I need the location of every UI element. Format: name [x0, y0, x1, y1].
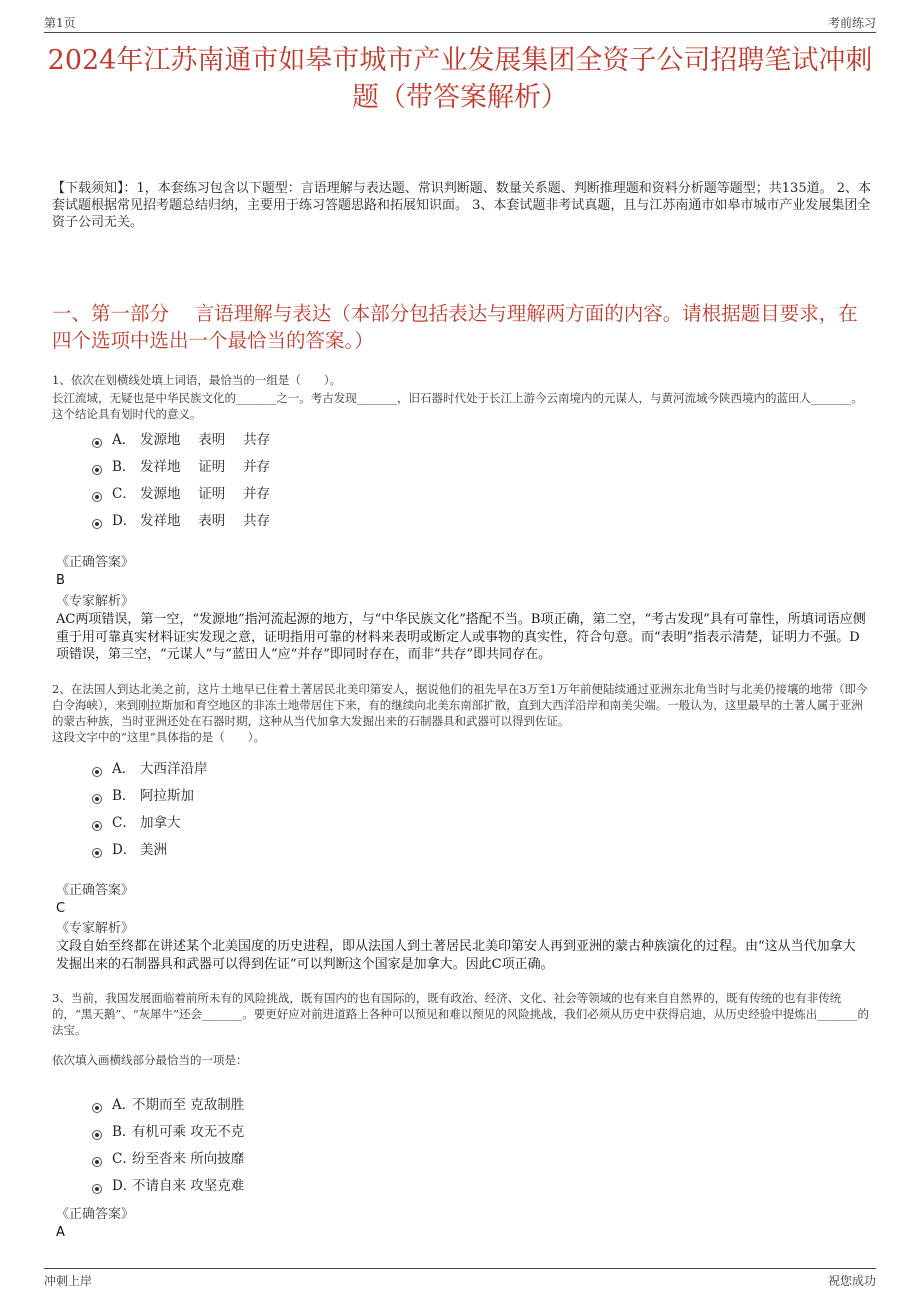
answer-label: 《正确答案》 [56, 1207, 135, 1222]
answer-value: C [56, 901, 66, 916]
option-d[interactable]: D． 美洲 [92, 837, 208, 864]
question-3-stem: 3、当前，我国发展面临着前所未有的风险挑战，既有国内的也有国际的，既有政治、经济、文化、社会等领域的也有来自自然界的，既有传统的也有非传统的，“黑天鹅”、“灰犀牛”还会_______。要更好应对前进道路上各种可以预见和难以预见的风险挑战，我们必须从历史中获得启迪，从历史经验中提炼出_______的法宝。 [52, 991, 870, 1037]
answer-label: 《正确答案》 [56, 883, 135, 898]
question-1-stem: 1、依次在划横线处填上词语，最恰当的一组是（ ）。 [52, 373, 342, 387]
page-header [44, 14, 876, 33]
option-a[interactable]: A． 不期而至 克敌制胜 [92, 1092, 244, 1119]
option-c[interactable]: C． 加拿大 [92, 810, 208, 837]
expert-label: 《专家解析》 [56, 921, 135, 936]
question-2-stem: 2、在法国人到达北美之前，这片土地早已住着土著居民北美印第安人，据说他们的祖先早在3万至1万年前便陆续通过亚洲东北角当时与北美仍接壤的地带（即今白令海峡），来到刚拉斯加和育空地区的非冻土地带居住下来，有的继续向北美东南部扩散，直到大西洋沿岸和南美尖端。一般认为，这里最早的土著人属于亚洲的蒙古种族，当时亚洲还处在石器时期，这种从当代加拿大发掘出来的石制器具和武器可以得到佐证。 [52, 682, 868, 728]
option-c[interactable]: C． 纷至沓来 所向披靡 [92, 1146, 244, 1173]
question-2-options [92, 756, 208, 864]
option-d[interactable]: D． 发祥地 表明 共存 [92, 508, 270, 535]
answer-label: 《正确答案》 [56, 555, 135, 570]
option-a[interactable]: A． 发源地 表明 共存 [92, 427, 270, 454]
answer-value: A [56, 1225, 65, 1240]
section-title: 一、第一部分 言语理解与表达（本部分包括表达与理解两方面的内容。请根据题目要求，在四个选项中选出一个最恰当的答案。） [52, 302, 858, 352]
option-d[interactable]: D． 不请自来 攻坚克难 [92, 1173, 244, 1200]
radio-icon[interactable] [92, 465, 102, 475]
document-title: 2024年江苏南通市如皋市城市产业发展集团全资子公司招聘笔试冲刺题（带答案解析） [47, 45, 873, 113]
radio-icon[interactable] [92, 1130, 102, 1140]
radio-icon[interactable] [92, 1103, 102, 1113]
question-1-passage: 长江流域，无疑也是中华民族文化的_______之一。考古发现_______，旧石器时代处于长江上游今云南境内的元谋人，与黄河流域今陕西境内的蓝田人_______。这个结论具有划时代的意义。 [52, 391, 863, 421]
expert-label: 《专家解析》 [56, 594, 135, 609]
radio-icon[interactable] [92, 438, 102, 448]
header-tag: 考前练习 [827, 16, 876, 30]
radio-icon[interactable] [92, 519, 102, 529]
page-number: 第1页 [44, 16, 76, 30]
radio-icon[interactable] [92, 492, 102, 502]
radio-icon[interactable] [92, 821, 102, 831]
question-2 [52, 681, 870, 745]
question-3-options [92, 1092, 244, 1200]
answer-value: B [56, 573, 65, 588]
radio-icon[interactable] [92, 794, 102, 804]
option-a[interactable]: A． 大西洋沿岸 [92, 756, 208, 783]
explanation: AC两项错误，第一空，“发源地”指河流起源的地方，与“中华民族文化”搭配不当。B项正确，第二空，“考古发现”具有可靠性，所填词语应侧重于用可靠真实材料证实发现之意，证明指用可靠的材料来表明或断定人或事物的真实性，符合句意。而“表明”指表示清楚，证明力不强。D项错误，第三空，“元谋人”与“蓝田人”应“并存”即同时存在，而非“共存”即共同存在。 [56, 612, 866, 662]
page-footer [44, 1268, 876, 1290]
radio-icon[interactable] [92, 848, 102, 858]
footer-left: 冲刺上岸 [44, 1274, 93, 1288]
option-b[interactable]: B． 有机可乘 攻无不克 [92, 1119, 244, 1146]
option-b[interactable]: B． 发祥地 证明 并存 [92, 454, 270, 481]
question-1-options [92, 427, 270, 535]
question-3 [52, 990, 870, 1068]
explanation: 文段自始至终都在讲述某个北美国度的历史进程，即从法国人到土著居民北美印第安人再到亚洲的蒙古种族演化的过程。由“这从当代加拿大发掘出来的石制器具和武器可以得到佐证”可以判断这个国家是加拿大。因此C项正确。 [56, 939, 856, 972]
question-3-passage: 依次填入画横线部分最恰当的一项是： [52, 1053, 248, 1067]
question-2-passage: 这段文字中的“这里”具体指的是（ ）。 [52, 730, 266, 744]
download-notice: 【下载须知】：1，本套练习包含以下题型：言语理解与表达题、常识判断题、数量关系题、判断推理题和资料分析题等题型；共135道。 2、本套试题根据常见招考题总结归纳，主要用于练习答题思路和拓展知识面。 3、本套试题非考试真题，且与江苏南通市如皋市城市产业发展集团全资子公司无关。 [52, 181, 871, 230]
radio-icon[interactable] [92, 1184, 102, 1194]
radio-icon[interactable] [92, 1157, 102, 1167]
option-b[interactable]: B． 阿拉斯加 [92, 783, 208, 810]
question-1 [52, 372, 870, 422]
radio-icon[interactable] [92, 767, 102, 777]
footer-right: 祝您成功 [827, 1274, 876, 1288]
option-c[interactable]: C． 发源地 证明 并存 [92, 481, 270, 508]
